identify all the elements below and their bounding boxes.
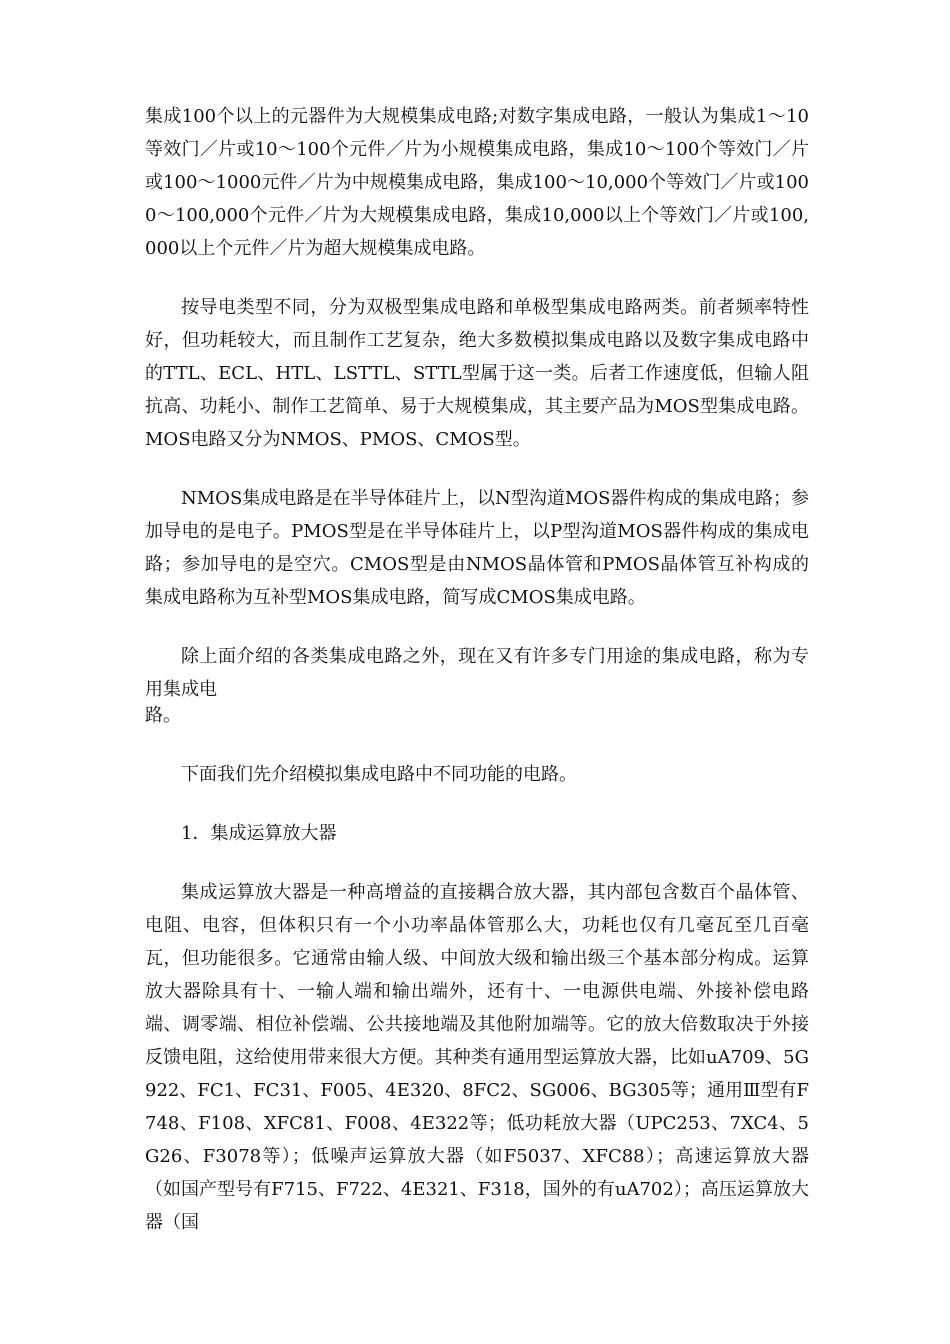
section-heading-op-amp: 1．集成运算放大器: [181, 823, 337, 844]
text-block-top: [145, 100, 809, 726]
paragraph-op-amp-description: 集成运算放大器是一种高增益的直接耦合放大器，其内部包含数百个晶体管、电阻、电容，但体积只有一个小功率晶体管那么大，功耗也仅有几毫瓦至几百毫瓦，但功能很多。它通常由输人级、中间放大级和输出级三个基本部分构成。运算放大器除具有十、一输人端和输出端外，还有十、一电源供电端、外接补偿电路端、调零端、相位补偿端、公共接地端及其他附加端等。它的放大倍数取决于外接反馈电阻，这给使用带来很大方便。其种类有通用型运算放大器，比如uA709、5G922、FC1、FC31、F005、4E320、8FC2、SG006、BG305等；通用Ⅲ型有F748、F108、XFC81、F008、4E322等；低功耗放大器（UPC253、7XC4、5G26、F3078等）；低噪声运算放大器（如F5037、XFC88）；高速运算放大器（如国产型号有F715、F722、4E321、F318，国外的有uA702）；高压运算放大器（国: [145, 882, 809, 1233]
paragraph-continuation: 路。: [145, 705, 181, 726]
paragraph-scale-classification: 集成100个以上的元器件为大规模集成电路;对数字集成电路，一般认为集成1～10等效门／片或10～100个元件／片为小规模集成电路，集成10～100个等效门／片或100～1000元件／片为中规模集成电路，集成100～10,000个等效门／片或1000～100,000个元件／片为大规模集成电路，集成10,000以上个等效门／片或100,000以上个元件／片为超大规模集成电路。: [145, 106, 809, 259]
paragraph-nmos-pmos-cmos: NMOS集成电路是在半导体硅片上，以N型沟道MOS器件构成的集成电路；参加导电的是电子。PMOS型是在半导体硅片上，以P型沟道MOS器件构成的集成电路；参加导电的是空穴。CMOS型是由NMOS晶体管和PMOS晶体管互补构成的集成电路称为互补型MOS集成电路，简写成CMOS集成电路。: [145, 488, 809, 608]
paragraph-intro-analog: 下面我们先介绍模拟集成电路中不同功能的电路。: [181, 764, 577, 785]
text-block-bottom: [145, 699, 809, 1265]
paragraph-conduction-type: 按导电类型不同，分为双极型集成电路和单极型集成电路两类。前者频率特性好，但功耗较大，而且制作工艺复杂，绝大多数模拟集成电路以及数字集成电路中的TTL、ECL、HTL、LSTTL、STTL型属于这一类。后者工作速度低，但输人阻抗高、功耗小、制作工艺简单、易于大规模集成，其主要产品为MOS型集成电路。MOS电路又分为NMOS、PMOS、CMOS型。: [145, 297, 809, 450]
paragraph-special-purpose: 除上面介绍的各类集成电路之外，现在又有许多专门用途的集成电路，称为专用集成电: [145, 646, 809, 700]
